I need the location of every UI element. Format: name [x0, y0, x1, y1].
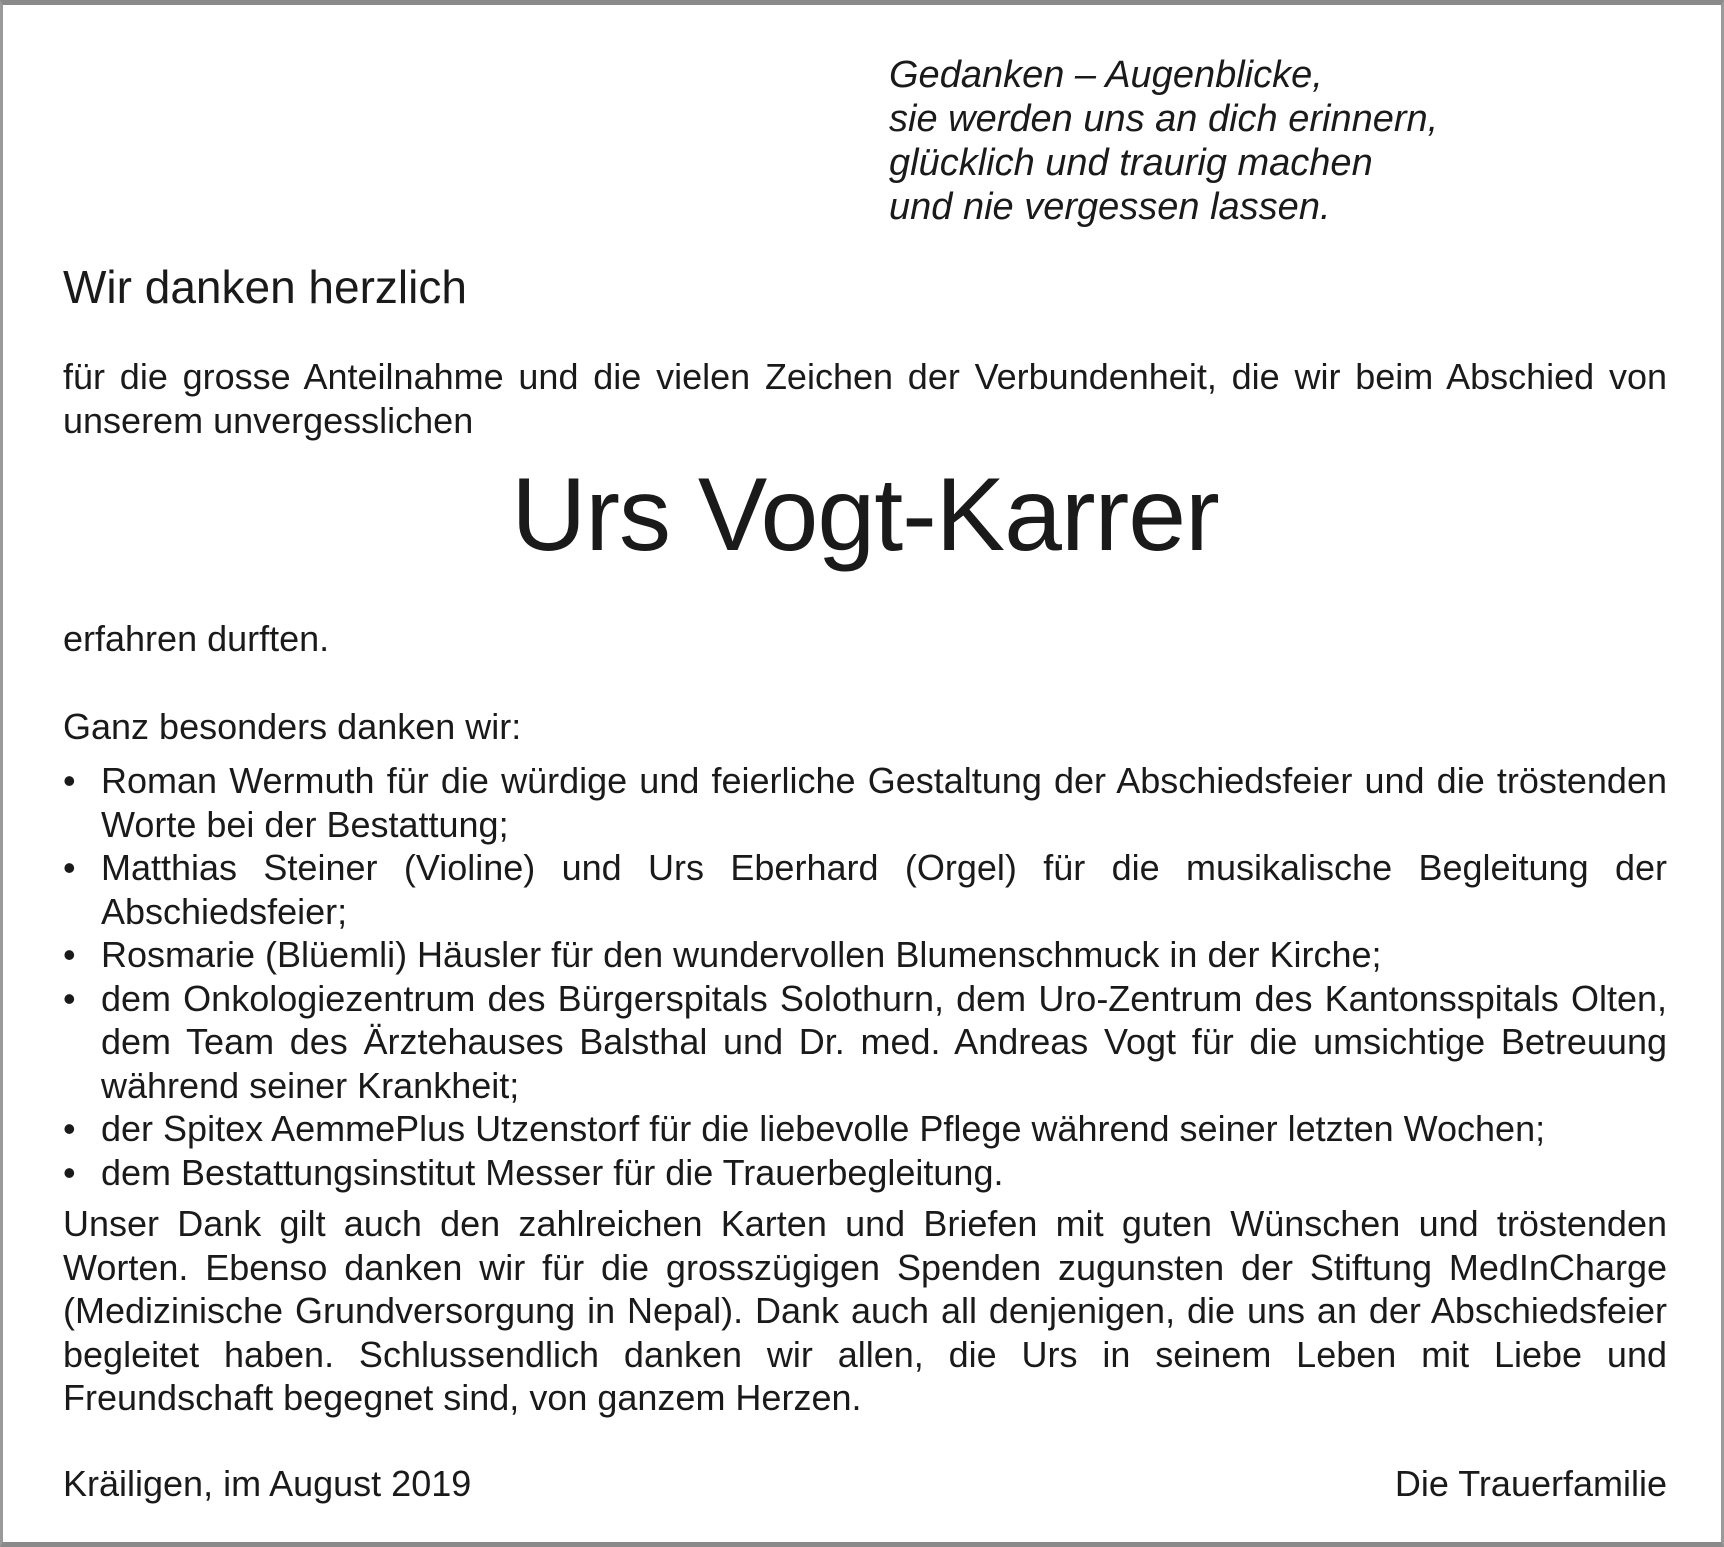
deceased-name: Urs Vogt-Karrer [511, 457, 1219, 573]
bullet-icon: • [63, 977, 76, 1019]
bullet-icon: • [63, 847, 76, 888]
list-item [63, 1107, 1667, 1151]
list-item [63, 977, 1667, 1108]
bullet-icon: • [63, 1151, 76, 1193]
list-item-text: der Spitex AemmePlus Utzenstorf für die liebevolle Pflege während seiner letzten Wochen; [101, 1108, 1546, 1149]
list-item-text: dem Bestattungsinstitut Messer für die Trauerbegleitung. [101, 1151, 1004, 1193]
signature: Die Trauerfamilie [1394, 1463, 1667, 1504]
notice-heading: Wir danken herzlich [63, 261, 467, 313]
list-item-text: dem Onkologiezentrum des Bürgerspitals Solothurn, dem Uro-Zentrum des Kantonsspitals Olten, dem Team des Ärztehauses Balsthal und Dr. med. Andreas Vogt für die umsichtige Betreuung während seiner Krankheit; [101, 977, 1667, 1106]
list-item [63, 1151, 1667, 1195]
list-item-text: Roman Wermuth für die würdige und feierliche Gestaltung der Abschiedsfeier und die tröstenden Worte bei der Bestattung; [101, 760, 1667, 845]
place-and-date: Kräiligen, im August 2019 [63, 1463, 472, 1504]
thank-you-notice [63, 5, 1667, 1545]
list-item-text: Matthias Steiner (Violine) und Urs Eberhard (Orgel) für die musikalische Begleitung der Abschiedsfeier; [101, 847, 1667, 932]
poem-line: glücklich und traurig machen [889, 142, 1373, 184]
list-item [63, 759, 1667, 846]
bullet-icon: • [63, 934, 76, 975]
bullet-icon: • [63, 760, 76, 801]
special-thanks-intro: Ganz besonders danken wir: [63, 706, 522, 747]
intro-paragraph: für die grosse Anteilnahme und die vielen Zeichen der Verbundenheit, die wir beim Abschied von unserem unvergesslichen [63, 356, 1667, 441]
poem-line: sie werden uns an dich erinnern, [889, 98, 1439, 140]
list-item [63, 933, 1667, 977]
memorial-poem [889, 53, 1649, 229]
bullet-icon: • [63, 1108, 76, 1149]
closing-paragraph: Unser Dank gilt auch den zahlreichen Karten und Briefen mit guten Wünschen und tröstenden Worten. Ebenso danken wir für die grosszügigen Spenden zugunsten der Stiftung MedInCharge (Medizinische Grundversorgung in Nepal). Dank auch all denjenigen, die uns an der Abschiedsfeier begleitet haben. Schlussendlich danken wir allen, die Urs in seinem Leben mit Liebe und Freundschaft begegnet sind, von ganzem Herzen. [63, 1203, 1667, 1418]
poem-line: und nie vergessen lassen. [889, 186, 1331, 228]
poem-line: Gedanken – Augenblicke, [889, 54, 1323, 96]
special-thanks-list [63, 759, 1667, 1194]
list-item [63, 846, 1667, 933]
list-item-text: Rosmarie (Blüemli) Häusler für den wundervollen Blumenschmuck in der Kirche; [101, 934, 1382, 975]
after-name-text: erfahren durften. [63, 618, 330, 659]
